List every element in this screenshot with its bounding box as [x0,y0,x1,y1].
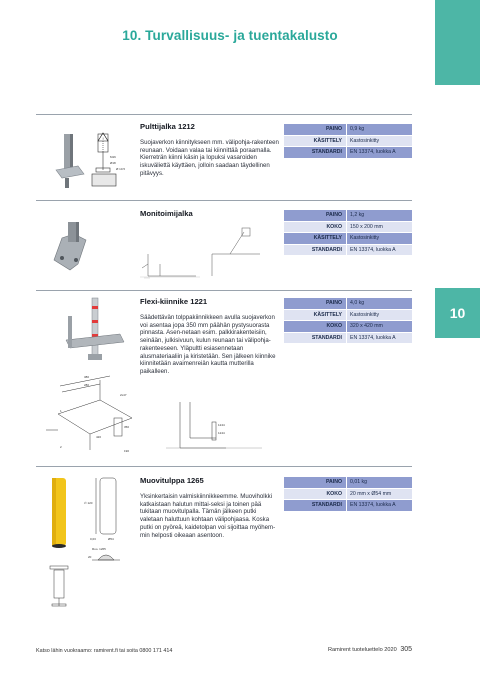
flexi-kiinnike-drawing [40,372,140,458]
dim-label: 380 [84,375,90,379]
muovitulppa-image [48,474,132,614]
spec-key: KÄSITTELY [284,310,346,321]
footer-contact: Katso lähin vuokraamo: ramirent.fi tai soita 0800 171 414 [36,648,173,654]
dim-label: 420 [96,435,102,439]
spec-row [284,333,412,344]
spec-key: KOKO [284,321,346,332]
spec-value: EN 13374, luokka A [347,245,412,256]
chapter-tab-number[interactable]: 10 [435,288,480,338]
spec-key: STANDARDI [284,147,346,158]
footer-catalog [328,646,412,653]
dim-label: ∅ 120 [84,501,93,505]
dim-label: 1244 [218,431,225,435]
product-name: Pulttijalka 1212 [140,122,195,131]
spec-key: STANDARDI [284,245,346,256]
spec-value: Kastosinkitty [347,233,412,244]
dim-label: 0,03 [90,537,96,541]
monitoimijalka-image [48,214,132,276]
svg-text:!: ! [102,136,104,141]
dim-label: 350 [124,425,130,429]
dim-label: Ruo. 1265 [92,547,106,551]
section-divider [36,200,412,201]
spec-value: 320 x 420 mm [347,321,412,332]
spec-value: 0,9 kg [347,124,412,135]
dim-label: M16 [110,155,116,159]
page-title: 10. Turvallisuus- ja tuentakalusto [122,28,338,43]
spec-value: Kastosinkitty [347,310,412,321]
product-name: Flexi-kiinnike 1221 [140,297,208,306]
spec-row [284,489,412,500]
spec-row [284,321,412,332]
page-number: 305 [400,646,412,653]
spec-key: STANDARDI [284,333,346,344]
pulttijalka-image [52,130,132,192]
dim-label: Ø 10.5 [116,167,126,171]
spec-row [284,210,412,221]
spec-key: PAINO [284,298,346,309]
spec-value: 1,2 kg [347,210,412,221]
section-divider [36,114,412,115]
spec-table [284,124,412,159]
spec-table [284,298,412,344]
spec-row [284,245,412,256]
flexi-kiinnike-image [62,296,132,368]
flexi-kiinnike-section [166,396,270,452]
chapter-tab [435,0,480,679]
section-divider [36,290,412,291]
spec-row [284,136,412,147]
spec-key: KOKO [284,489,346,500]
dim-label: 190 [124,449,130,453]
spec-value: EN 13374, luokka A [347,333,412,344]
product-description: Suojaverkon kiinnitykseen mm. välipohja-rakenteen reunaan. Voidaan valaa tai kiinnittää poraamalla. Kierreträn kiinni käsin ja lopuksi vasaroiden iskuväliettä käyttäen, jolloin saadaan täydellinen pitävyys. [140,139,279,177]
spec-row [284,222,412,233]
spec-value: Kastosinkitty [347,136,412,147]
dim-label: 280 [84,383,90,387]
dim-label: 1244 [218,423,225,427]
spec-row [284,310,412,321]
spec-value: 150 x 200 mm [347,222,412,233]
spec-key: KÄSITTELY [284,233,346,244]
dim-label: 2x47 [120,393,127,397]
monitoimijalka-drawing [140,224,272,280]
spec-table [284,477,412,512]
spec-key: PAINO [284,124,346,135]
spec-key: KOKO [284,222,346,233]
product-description: Säädettävän tolppakiinnikkeen avulla suojaverkon voi asentaa jopa 350 mm päähän pystysuorasta pinnasta. Asen-netaan esim. palkkirakenteisiin, seinään, julkisivuun, kulun reunaan tai välipohja-rakenteeseen. Yläpultti esiasennetaan alusmateriaaliin ja kiristetään. Sen jälkeen kiinnike kiinnitetään avaimenreiän kautta mutterilla paikalleen. [140,314,276,375]
spec-table [284,210,412,256]
dim-label: 1 [60,409,62,413]
spec-value: 20 mm x Ø54 mm [347,489,412,500]
dim-label: Ø18 [110,161,116,165]
spec-value: EN 13374, luokka A [347,147,412,158]
spec-row [284,233,412,244]
spec-key: PAINO [284,210,346,221]
spec-key: KÄSITTELY [284,136,346,147]
product-name: Monitoimijalka [140,209,193,218]
spec-value: EN 13374, luokka A [347,500,412,511]
spec-row [284,477,412,488]
spec-row [284,500,412,511]
spec-value: 4,0 kg [347,298,412,309]
spec-row [284,147,412,158]
dim-label: 2 [60,445,62,449]
spec-row [284,124,412,135]
spec-key: STANDARDI [284,500,346,511]
spec-row [284,298,412,309]
spec-value: 0,01 kg [347,477,412,488]
dim-label: 20 [88,555,92,559]
tab-top-band [435,0,480,85]
product-description: Yksinkertaisin valmiskiinnikkeemme. Muoviholkki katkaistaan halutun mittai-seksi ja toinen pää tukitaan muovitulpalla. Tämän jälkeen putki valetaan haluttuun kohtaan välipohjaasa. Koska putki on pyöreä, kaidetolpan voi sijoittaa myöhem-min helposti oikeaan asentoon. [140,493,276,539]
section-divider [36,466,412,467]
dim-label: Ø54 [108,537,114,541]
spec-key: PAINO [284,477,346,488]
footer-catalog-title: Ramirent tuoteluettelo 2020 [328,647,397,653]
product-name: Muovitulppa 1265 [140,476,204,485]
